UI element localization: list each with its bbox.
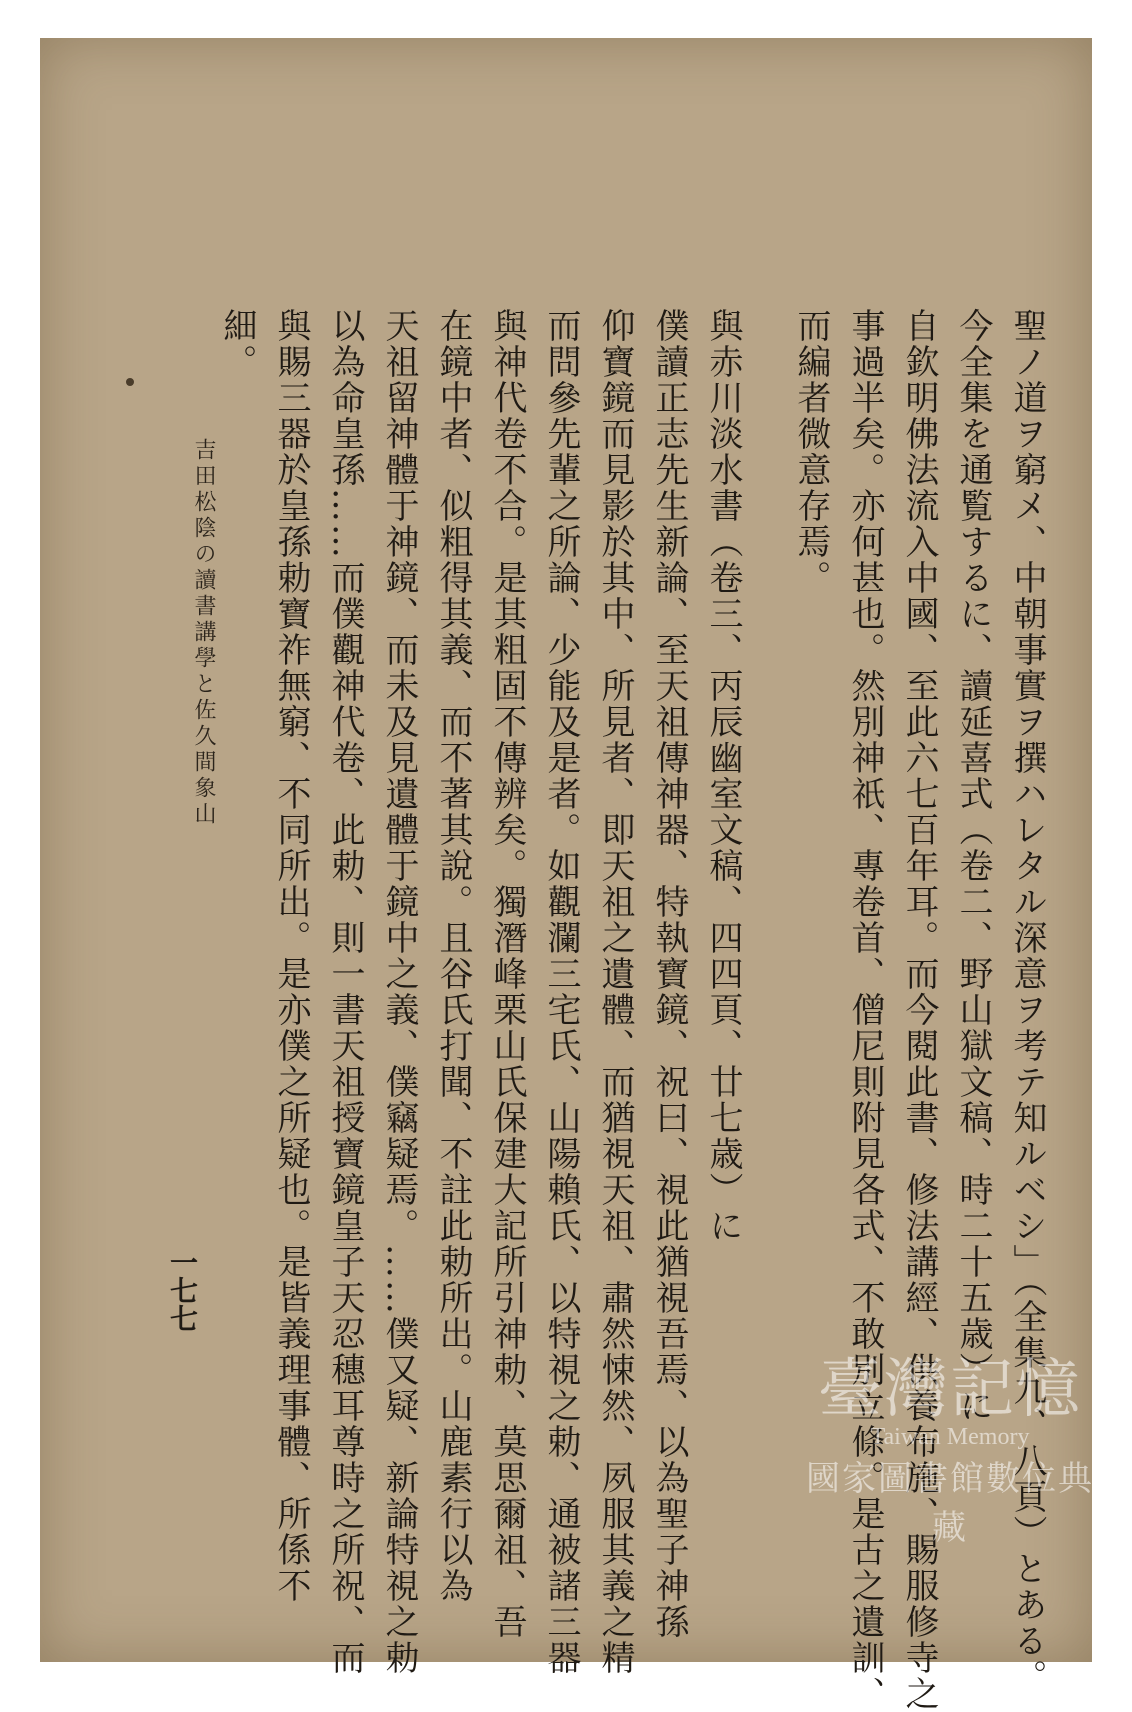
page-number: 一七七 xyxy=(166,1248,199,1332)
text-column: 與赤川淡水書（卷三、丙辰幽室文稿、四四頁、廿七歳）に xyxy=(703,308,743,1244)
watermark-english: Taiwan Memory xyxy=(870,1424,1030,1450)
text-column: 自欽明佛法流入中國、至此六七百年耳。而今閱此書、修法講經、供養布施、賜服修寺之 xyxy=(899,308,939,1712)
text-column: 聖ノ道ヲ窮メ、中朝事實ヲ撰ハレタル深意ヲ考テ知ルベシ」（全集九、八頁）とある。 xyxy=(1007,308,1047,1695)
text-column: 以為命皇孫……而僕觀神代卷、此勅、則一書天祖授寶鏡皇子天忍穗耳尊時之所祝、而 xyxy=(325,308,365,1676)
watermark-sub: 國家圖書館數位典藏 xyxy=(806,1459,1094,1548)
text-column: 僕讀正志先生新論、至天祖傳神器、特執寶鏡、祝曰、視此猶視吾焉、以為聖子神孫 xyxy=(649,308,689,1640)
text-column: 在鏡中者、似粗得其義、而不著其說。且谷氏打聞、不註此勅所出。山鹿素行以為 xyxy=(433,308,473,1604)
text-column: 而問參先輩之所論、少能及是者。如觀瀾三宅氏、山陽賴氏、以特視之勅、通被諸三器 xyxy=(541,308,581,1676)
watermark-logo xyxy=(800,1338,1100,1548)
text-column: 而編者微意存焉。 xyxy=(791,308,831,596)
book-page xyxy=(40,38,1094,1712)
text-column: 仰寶鏡而見影於其中、所見者、即天祖之遺體、而猶視天祖、肅然悚然、夙服其義之精 xyxy=(595,308,635,1676)
text-column: 與賜三器於皇孫勅寶祚無窮、不同所出。是亦僕之所疑也。是皆義理事體、所係不 xyxy=(271,308,311,1604)
paper-spot xyxy=(126,378,134,386)
text-column: 細。 xyxy=(217,308,257,380)
text-column: 與神代卷不合。是其粗固不傳辨矣。獨潛峰栗山氏保建大記所引神勅、莫思爾祖、吾 xyxy=(487,308,527,1640)
running-head: 吉田松陰の讀書講學と佐久間象山 xyxy=(191,438,216,828)
text-column: 天祖留神體于神鏡、而未及見遺體于鏡中之義、僕竊疑焉。……僕又疑、新論特視之勅 xyxy=(379,308,419,1676)
text-column: 事過半矣。亦何甚也。然別神祇、專卷首、僧尼則附見各式、不敢別立條。是古之遺訓、 xyxy=(845,308,885,1712)
watermark-main: 臺灣記憶 xyxy=(818,1353,1082,1427)
text-column: 今全集を通覧するに、讀延喜式（卷二、野山獄文稿、時二十五歳）に xyxy=(953,308,993,1424)
